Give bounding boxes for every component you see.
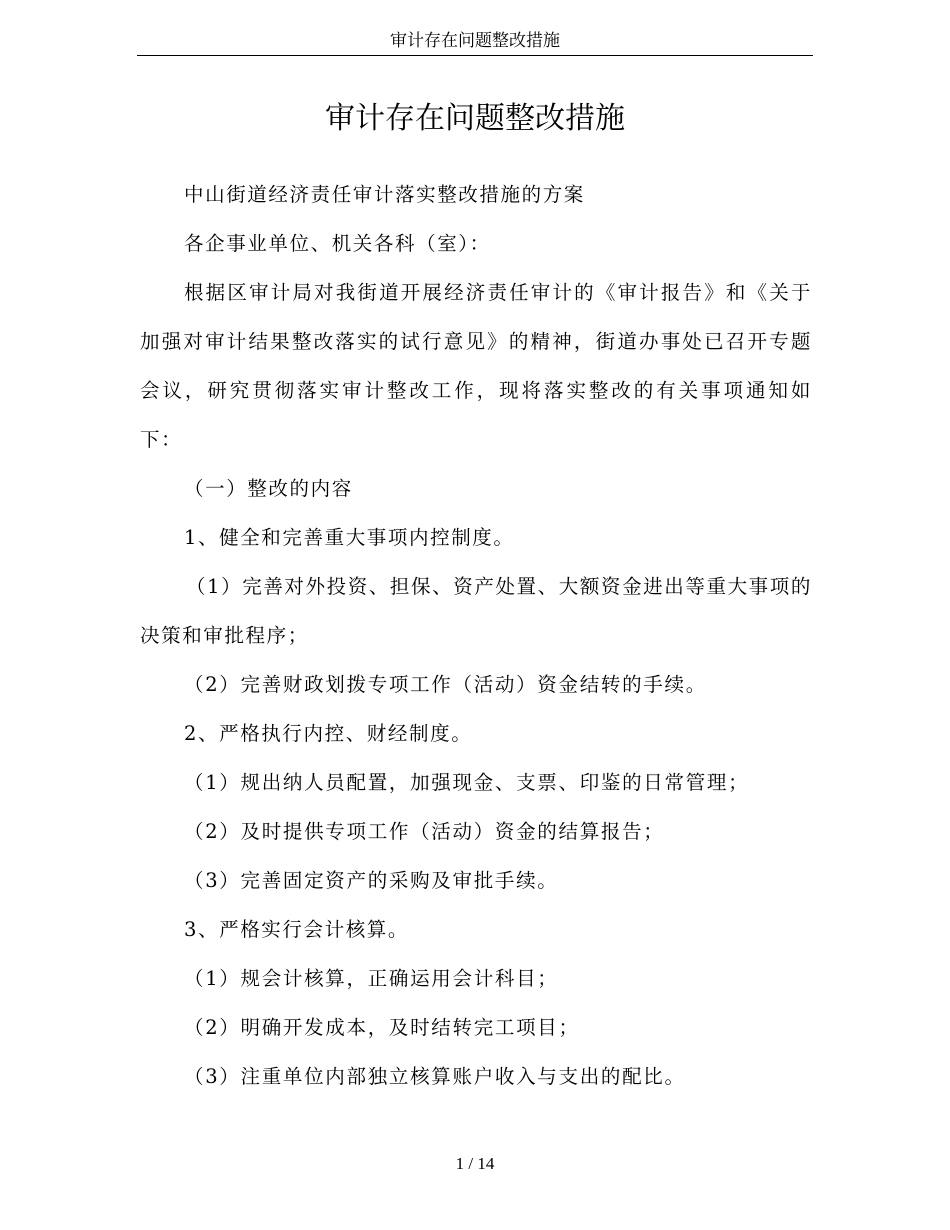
salutation: 各企事业单位、机关各科（室）： [184,232,491,255]
item-3-sub-3: （3）注重单位内部独立核算账户收入与支出的配比。 [184,1065,686,1088]
item-3-heading: 3、严格实行会计核算。 [184,918,410,941]
header-divider [137,55,813,56]
section-heading: （一）整改的内容 [184,477,353,500]
item-1-heading: 1、健全和完善重大事项内控制度。 [184,526,515,549]
document-body [140,170,812,1101]
document-title: 审计存在问题整改措施 [325,101,625,136]
item-1-sub-2: （2）完善财政划拨专项工作（活动）资金结转的手续。 [184,673,707,696]
item-3-sub-1: （1）规会计核算，正确运用会计科目； [184,967,559,990]
item-1-sub-1: （1）完善对外投资、担保、资产处置、大额资金进出等重大事项的决策和审批程序； [140,575,812,647]
document-subtitle: 中山街道经济责任审计落实整改措施的方案 [184,183,585,206]
item-2-sub-3: （3）完善固定资产的采购及审批手续。 [184,869,559,892]
item-2-sub-1: （1）规出纳人员配置，加强现金、支票、印鉴的日常管理； [184,771,750,794]
page-number: 1 / 14 [455,1154,495,1173]
intro-paragraph: 根据区审计局对我街道开展经济责任审计的《审计报告》和《关于加强对审计结果整改落实的试行意见》的精神，街道办事处已召开专题会议，研究贯彻落实审计整改工作，现将落实整改的有关事项通知如下： [140,281,812,451]
item-2-heading: 2、严格执行内控、财经制度。 [184,722,473,745]
running-header-title: 审计存在问题整改措施 [390,31,560,51]
item-2-sub-2: （2）及时提供专项工作（活动）资金的结算报告； [184,820,665,843]
item-3-sub-2: （2）明确开发成本，及时结转完工项目； [184,1016,580,1039]
